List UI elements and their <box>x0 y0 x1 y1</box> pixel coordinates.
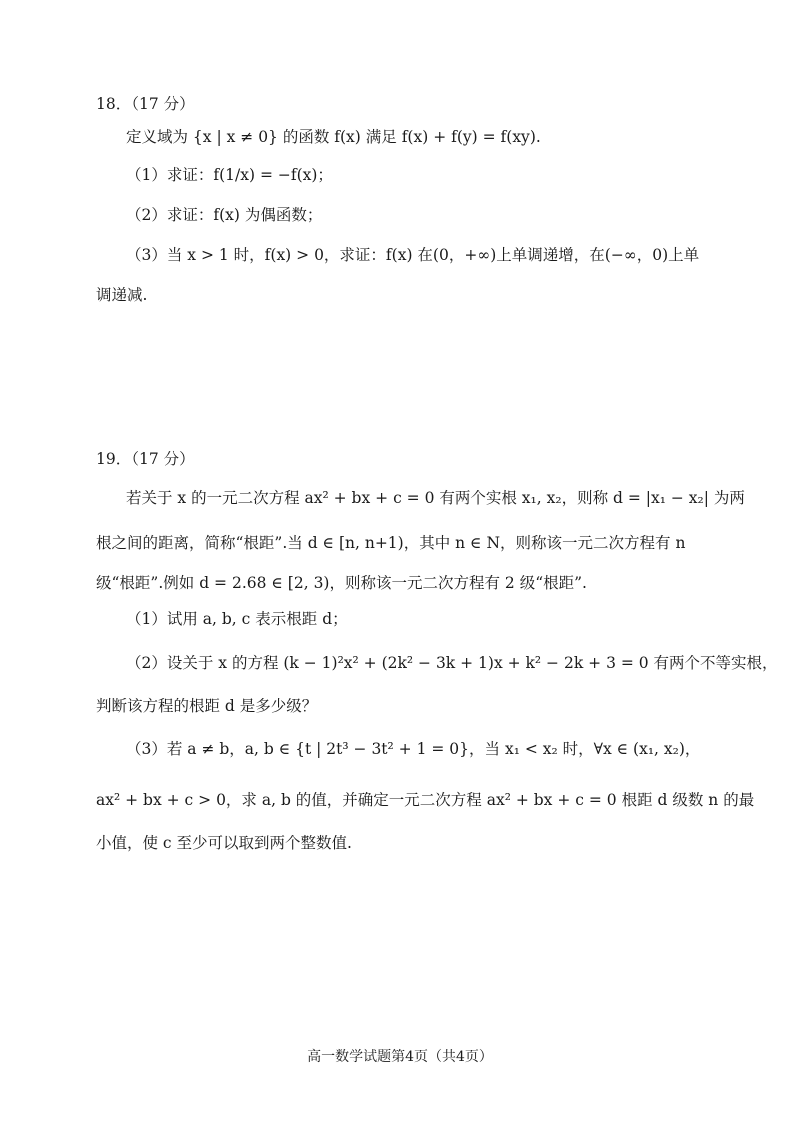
q19-stem-line2: 根之间的距离，简称“根距”.当 d ∈ [n, n+1)，其中 n ∈ N，则称该一元二次方程有 n <box>96 534 686 552</box>
q19-stem-line1: 若关于 x 的一元二次方程 ax² + bx + c = 0 有两个实根 x₁, x₂，则称 d = |x₁ − x₂| 为两 <box>126 489 745 507</box>
q18-stem: 定义域为 {x | x ≠ 0} 的函数 f(x) 满足 f(x) + f(y) = f(xy). <box>126 128 541 146</box>
q18-part3-line1: （3）当 x > 1 时，f(x) > 0，求证：f(x) 在(0，+∞)上单调递增，在(−∞，0)上单 <box>126 246 700 264</box>
q19-part3-line3: 小值，使 c 至少可以取到两个整数值. <box>96 834 352 852</box>
q19-part1: （1）试用 a, b, c 表示根距 d； <box>126 610 348 628</box>
q19-stem-line3: 级“根距”.例如 d = 2.68 ∈ [2, 3)，则称该一元二次方程有 2 级“根距”. <box>96 574 587 592</box>
q18-part1: （1）求证：f(1/x) = −f(x)； <box>126 166 333 184</box>
q19-part3-line2: ax² + bx + c > 0，求 a, b 的值，并确定一元二次方程 ax² + bx + c = 0 根距 d 级数 n 的最 <box>96 791 755 809</box>
page-footer: 高一数学试题第4页（共4页） <box>307 1049 493 1065</box>
q19-part2-line1: （2）设关于 x 的方程 (k − 1)²x² + (2k² − 3k + 1)x + k² − 2k + 3 = 0 有两个不等实根， <box>126 654 778 672</box>
q19-part2-line2: 判断该方程的根距 d 是多少级？ <box>96 697 318 715</box>
q19-part3-line1: （3）若 a ≠ b，a, b ∈ {t | 2t³ − 3t² + 1 = 0}，当 x₁ < x₂ 时，∀x ∈ (x₁, x₂)， <box>126 740 701 758</box>
q19-heading: 19．（17 分） <box>96 450 195 468</box>
q18-part3-line2: 调递减. <box>96 286 148 304</box>
q18-heading: 18．（17 分） <box>96 95 195 113</box>
q18-part2: （2）求证：f(x) 为偶函数； <box>126 206 323 224</box>
